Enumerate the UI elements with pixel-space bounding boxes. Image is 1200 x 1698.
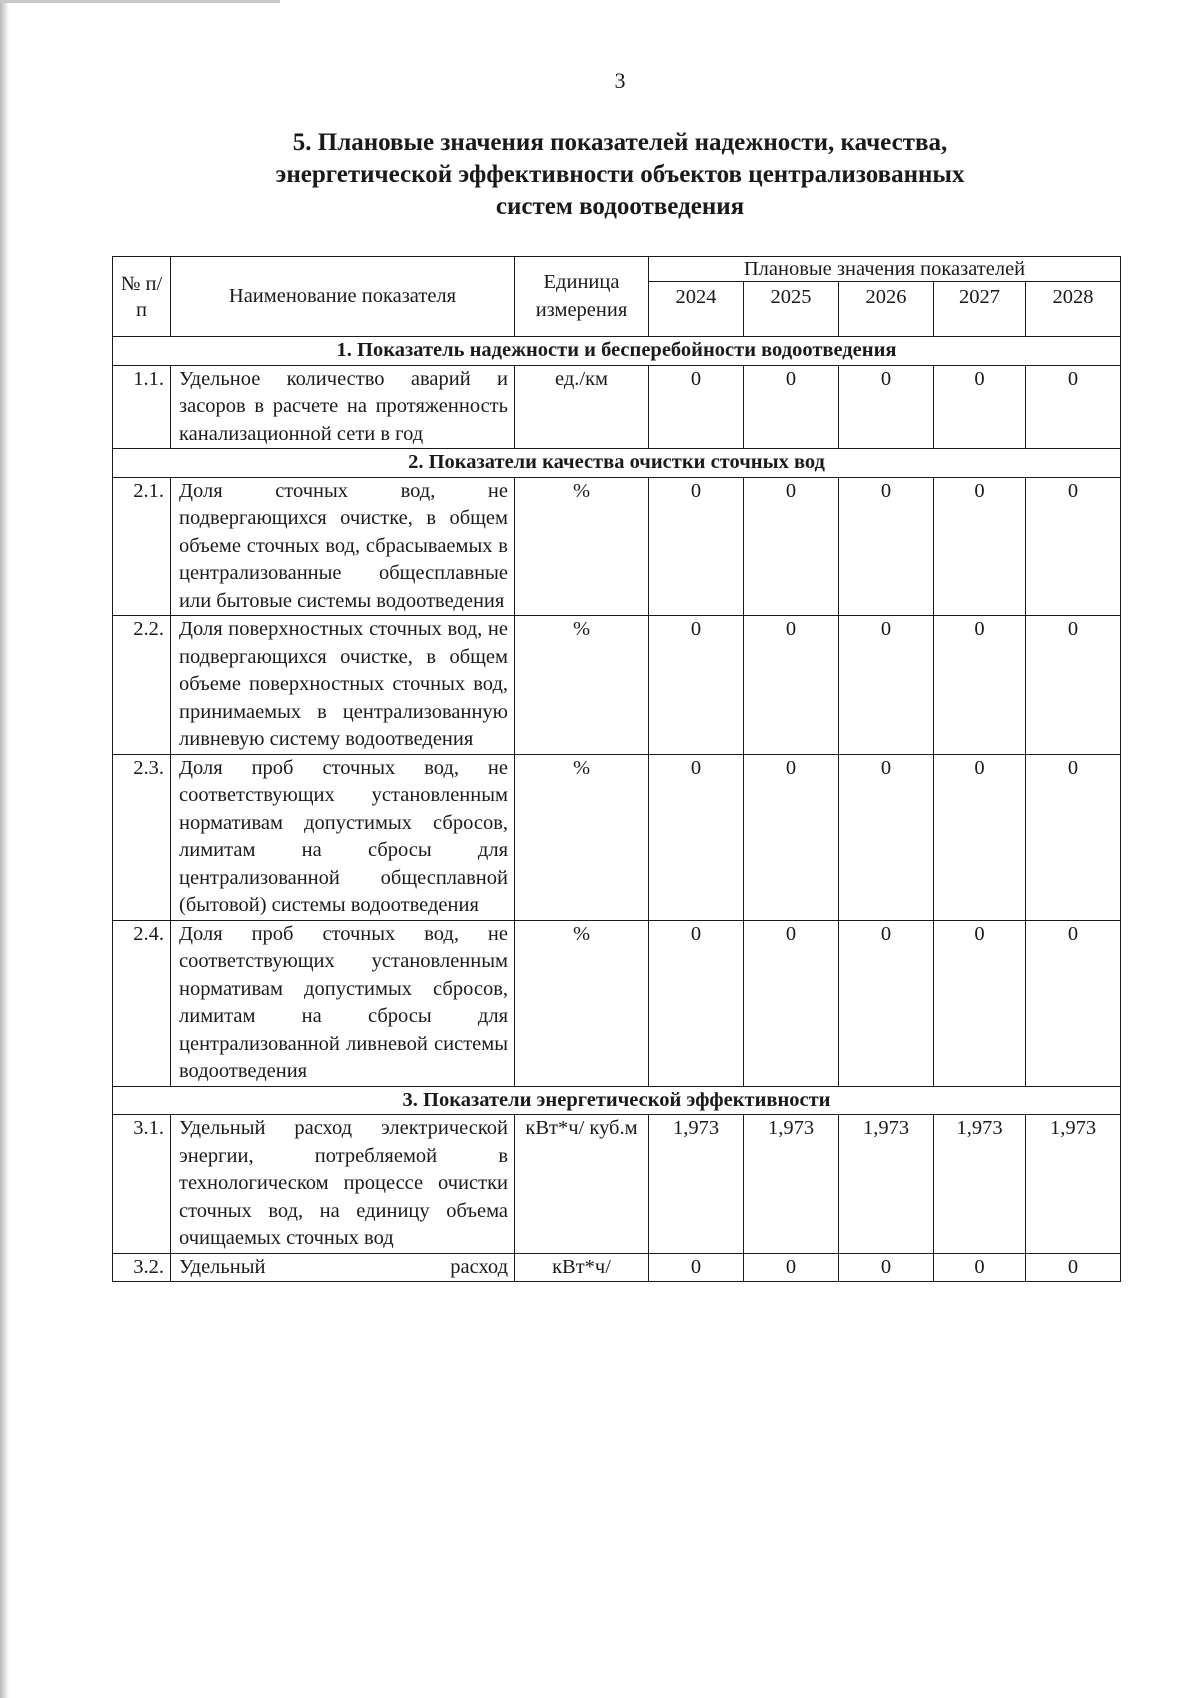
value-cell: 0 [649,477,744,616]
indicator-name: Удельный расход [171,1253,515,1282]
indicator-name: Доля сточных вод, не подвергающихся очистке, в общем объеме сточных вод, сбрасываемых в централизованные общесплавные или бытовые системы водоотведения [171,477,515,616]
value-cell: 0 [839,477,934,616]
value-cell: 0 [839,365,934,449]
indicator-name: Удельный расход электрической энергии, потребляемой в технологическом процессе очистки сточных вод, на единицу объема очищаемых сточных вод [171,1115,515,1254]
row-number: 2.3. [113,754,171,920]
header-unit: Единица измерения [515,257,649,337]
header-num: № п/п [113,257,171,337]
unit-cell: ед./км [515,365,649,449]
title-line-1: 5. Плановые значения показателей надежности, качества, [292,129,948,156]
value-cell: 0 [934,616,1026,755]
value-cell: 0 [744,920,839,1086]
header-planned-values: Плановые значения показателей [649,257,1121,282]
header-name: Наименование показателя [171,257,515,337]
indicator-name: Доля проб сточных вод, не соответствующих установленным нормативам допустимых сбросов, лимитам на сбросы для централизованной ливневой системы водоотведения [171,920,515,1086]
row-number: 2.2. [113,616,171,755]
unit-cell: % [515,920,649,1086]
table-row [113,920,1121,1086]
value-cell: 1,973 [744,1115,839,1254]
scan-top-mark [0,0,280,3]
row-number: 2.4. [113,920,171,1086]
value-cell: 0 [839,616,934,755]
header-year: 2026 [839,282,934,337]
unit-cell: кВт*ч/ [515,1253,649,1282]
indicator-name: Доля поверхностных сточных вод, не подвергающихся очистке, в общем объеме поверхностных сточных вод, принимаемых в централизованную ливневую систему водоотведения [171,616,515,755]
value-cell: 0 [744,477,839,616]
value-cell: 0 [839,754,934,920]
section-row [113,337,1121,366]
value-cell: 0 [1026,365,1121,449]
title-line-2: энергетической эффективности объектов централизованных [275,161,965,188]
value-cell: 0 [1026,477,1121,616]
value-cell: 0 [1026,920,1121,1086]
value-cell: 1,973 [934,1115,1026,1254]
value-cell: 0 [934,477,1026,616]
value-cell: 0 [934,920,1026,1086]
row-number: 2.1. [113,477,171,616]
section-title: 3. Показатели энергетической эффективности [113,1086,1121,1115]
document-title [170,127,1070,223]
value-cell: 0 [934,365,1026,449]
section-row [113,449,1121,478]
value-cell: 1,973 [1026,1115,1121,1254]
indicators-table [112,256,1121,1282]
header-year: 2028 [1026,282,1121,337]
value-cell: 0 [649,920,744,1086]
table-row [113,754,1121,920]
header-row [113,257,1121,282]
section-title: 1. Показатель надежности и бесперебойности водоотведения [113,337,1121,366]
header-year: 2024 [649,282,744,337]
indicator-name: Доля проб сточных вод, не соответствующих установленным нормативам допустимых сбросов, лимитам на сбросы для централизованной общесплавной (бытовой) системы водоотведения [171,754,515,920]
row-number: 3.1. [113,1115,171,1254]
table-row [113,365,1121,449]
table-row [113,477,1121,616]
value-cell: 1,973 [649,1115,744,1254]
table-row [113,1115,1121,1254]
value-cell: 0 [1026,754,1121,920]
value-cell: 0 [649,1253,744,1282]
unit-cell: кВт*ч/ куб.м [515,1115,649,1254]
value-cell: 0 [839,1253,934,1282]
value-cell: 0 [839,920,934,1086]
title-line-3: систем водоотведения [495,193,745,220]
value-cell: 0 [744,1253,839,1282]
unit-cell: % [515,477,649,616]
value-cell: 0 [649,754,744,920]
value-cell: 0 [744,616,839,755]
section-title: 2. Показатели качества очистки сточных вод [113,449,1121,478]
value-cell: 1,973 [839,1115,934,1254]
value-cell: 0 [649,616,744,755]
row-number: 3.2. [113,1253,171,1282]
header-year: 2027 [934,282,1026,337]
page-number: 3 [614,68,626,93]
value-cell: 0 [1026,1253,1121,1282]
header-year: 2025 [744,282,839,337]
unit-cell: % [515,754,649,920]
value-cell: 0 [744,754,839,920]
value-cell: 0 [649,365,744,449]
indicator-name: Удельное количество аварий и засоров в расчете на протяженность канализационной сети в год [171,365,515,449]
value-cell: 0 [1026,616,1121,755]
value-cell: 0 [744,365,839,449]
row-number: 1.1. [113,365,171,449]
value-cell: 0 [934,754,1026,920]
scan-edge-shadow [0,0,9,1698]
table-row [113,1253,1121,1282]
unit-cell: % [515,616,649,755]
value-cell: 0 [934,1253,1026,1282]
table-row [113,616,1121,755]
section-row [113,1086,1121,1115]
